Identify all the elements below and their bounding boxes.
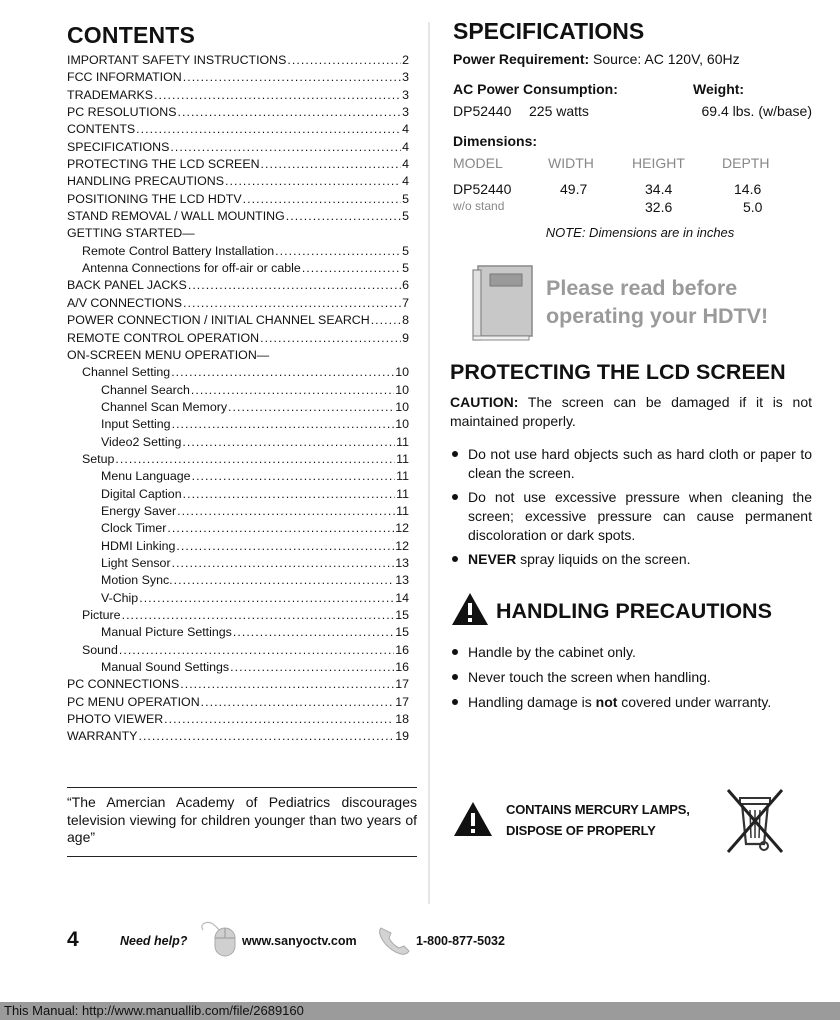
toc-page-number: 10: [395, 399, 409, 414]
toc-entry-title: WARRANTY: [67, 729, 138, 744]
toc-row[interactable]: [67, 382, 409, 399]
note-rest: : Dimensions are in inches: [581, 225, 735, 240]
handling-bullet-1: Handle by the cabinet only.: [450, 643, 812, 662]
weee-bin-icon: [722, 786, 788, 861]
toc-leader-dots: [177, 104, 401, 121]
toc-entry-title: A/V CONNECTIONS: [67, 295, 182, 310]
toc-leader-dots: [167, 520, 394, 537]
toc-page-number: 3: [402, 105, 409, 120]
toc-page-number: 5: [402, 243, 409, 258]
handling-bullets: [450, 643, 812, 712]
toc-entry-title: POWER CONNECTION / INITIAL CHANNEL SEARCH: [67, 313, 370, 328]
toc-page-number: 10: [395, 417, 409, 432]
toc-page-number: 19: [395, 729, 409, 744]
toc-leader-dots: [170, 139, 401, 156]
toc-row[interactable]: [67, 69, 409, 86]
mercury-line-2: DISPOSE OF PROPERLY: [506, 823, 656, 838]
header-model: MODEL: [453, 155, 503, 171]
toc-page-number: 4: [402, 174, 409, 189]
read-before-line-2: operating your HDTV!: [546, 304, 769, 328]
page-footer: [67, 920, 567, 960]
toc-leader-dots: [182, 434, 395, 451]
toc-entry-title: CONTENTS: [67, 122, 136, 137]
toc-leader-dots: [287, 52, 401, 69]
toc-page-number: 6: [402, 278, 409, 293]
dimensions-note: [450, 225, 810, 240]
toc-leader-dots: [172, 555, 395, 572]
toc-row[interactable]: [67, 191, 409, 208]
toc-leader-dots: [188, 277, 401, 294]
toc-entry-title: SPECIFICATIONS: [67, 139, 170, 154]
toc-leader-dots: [176, 538, 394, 555]
toc-leader-dots: [261, 156, 402, 173]
protecting-bullet-1: Do not use hard objects such as hard cloth or paper to clean the screen.: [450, 445, 812, 483]
warning-triangle-icon: [450, 591, 490, 632]
toc-entry-title: Light Sensor: [101, 555, 171, 570]
toc-entry-title: GETTING STARTED—: [67, 226, 195, 241]
toc-leader-dots: [243, 191, 401, 208]
read-before-box: [450, 264, 812, 354]
read-before-text: [546, 274, 768, 330]
toc-leader-dots: [191, 382, 394, 399]
handling-b3-bold: not: [595, 694, 618, 710]
row1-depth: 14.6: [734, 181, 762, 197]
toc-row[interactable]: [67, 676, 409, 693]
pediatrics-quote: “The Amercian Academy of Pediatrics discourages television viewing for children younger than two years of age”: [67, 787, 417, 857]
row2-depth: 5.0: [743, 199, 763, 215]
manual-source-bar: This Manual: http://www.manuallib.com/file/2689160: [0, 1002, 840, 1020]
header-depth: DEPTH: [722, 155, 770, 171]
toc-leader-dots: [201, 694, 395, 711]
toc-entry-title: Setup: [82, 451, 115, 466]
toc-entry-title: Menu Language: [101, 469, 191, 484]
handling-b3-post: covered under warranty.: [617, 694, 772, 710]
dimensions-row-2: [450, 199, 812, 217]
dimensions-header-row: [450, 155, 812, 175]
toc-page-number: 9: [402, 330, 409, 345]
toc-page-number: 12: [395, 538, 409, 553]
never-label: NEVER: [468, 551, 517, 567]
power-requirement-value: Source: AC 120V, 60Hz: [593, 51, 740, 67]
mouse-icon: [199, 920, 239, 963]
caution-paragraph: [450, 393, 812, 431]
never-text: spray liquids on the screen.: [516, 551, 691, 567]
mercury-warning-text: [506, 799, 690, 841]
toc-entry-title: Sound: [82, 642, 118, 657]
toc-page-number: 7: [402, 295, 409, 310]
caution-label: CAUTION:: [450, 394, 519, 410]
toc-leader-dots: [286, 208, 401, 225]
toc-page-number: 5: [402, 209, 409, 224]
toc-entry-title: TRADEMARKS: [67, 87, 154, 102]
toc-page-number: 8: [402, 313, 409, 328]
toc-page-number: 15: [395, 625, 409, 640]
toc-row[interactable]: [67, 624, 409, 641]
toc-row[interactable]: [67, 260, 409, 277]
toc-page-number: 17: [395, 694, 409, 709]
toc-leader-dots: [164, 711, 394, 728]
toc-entry-title: PROTECTING THE LCD SCREEN: [67, 157, 260, 172]
toc-entry-title: PC MENU OPERATION: [67, 694, 200, 709]
toc-entry-title: STAND REMOVAL / WALL MOUNTING: [67, 209, 285, 224]
toc-entry-title: REMOTE CONTROL OPERATION: [67, 330, 260, 345]
contents-title: CONTENTS: [67, 22, 196, 48]
toc-row[interactable]: [67, 243, 409, 260]
toc-entry-title: Channel Search: [101, 382, 190, 397]
toc-page-number: 11: [396, 486, 409, 501]
mercury-warning: [452, 786, 792, 856]
toc-page-number: 4: [402, 157, 409, 172]
toc-entry-title: HANDLING PRECAUTIONS: [67, 174, 224, 189]
consumption-label: AC Power Consumption:: [453, 81, 618, 97]
toc-row[interactable]: [67, 503, 409, 520]
weight-value: 69.4 lbs. (w/base): [701, 103, 812, 119]
toc-row[interactable]: [67, 173, 409, 190]
toc-row[interactable]: [67, 139, 409, 156]
toc-row[interactable]: [67, 52, 409, 69]
protecting-title: PROTECTING THE LCD SCREEN: [450, 360, 786, 384]
consumption-header-row: [450, 81, 812, 101]
toc-page-number: 18: [395, 712, 409, 727]
toc-row[interactable]: [67, 364, 409, 381]
toc-row[interactable]: [67, 538, 409, 555]
toc-page-number: 11: [396, 434, 409, 449]
handling-b3-pre: Handling damage is: [468, 694, 596, 710]
toc-leader-dots: [233, 624, 394, 641]
toc-leader-dots: [183, 486, 396, 503]
toc-row[interactable]: [67, 347, 409, 364]
toc-row[interactable]: [67, 711, 409, 728]
toc-entry-title: POSITIONING THE LCD HDTV: [67, 191, 242, 206]
toc-entry-title: PHOTO VIEWER: [67, 712, 164, 727]
toc-row[interactable]: [67, 642, 409, 659]
book-icon: [470, 264, 536, 347]
weight-label: Weight:: [693, 81, 745, 97]
toc-leader-dots: [139, 590, 394, 607]
toc-entry-title: Energy Saver: [101, 503, 177, 518]
toc-page-number: 13: [395, 573, 409, 588]
page-number: 4: [67, 928, 79, 951]
toc-row[interactable]: [67, 399, 409, 416]
toc-entry-title: Manual Picture Settings: [101, 625, 232, 640]
toc-entry-title: ON-SCREEN MENU OPERATION—: [67, 347, 270, 362]
toc-row[interactable]: [67, 590, 409, 607]
toc-leader-dots: [138, 728, 394, 745]
table-of-contents: [67, 52, 409, 746]
mercury-line-1: CONTAINS MERCURY LAMPS,: [506, 802, 690, 817]
toc-row[interactable]: [67, 87, 409, 104]
handling-title: HANDLING PRECAUTIONS: [496, 599, 772, 623]
toc-leader-dots: [183, 295, 401, 312]
toc-row[interactable]: [67, 225, 409, 242]
toc-row[interactable]: [67, 572, 409, 589]
row1-model: DP52440: [453, 181, 512, 197]
toc-page-number: 15: [395, 608, 409, 622]
toc-row[interactable]: [67, 208, 409, 225]
toc-row[interactable]: [67, 468, 409, 485]
toc-leader-dots: [192, 468, 396, 485]
toc-row[interactable]: [67, 659, 409, 676]
toc-leader-dots: [230, 659, 394, 676]
toc-leader-dots: [275, 243, 401, 260]
toc-page-number: 11: [396, 451, 409, 466]
toc-leader-dots: [174, 572, 395, 589]
toc-page-number: 17: [395, 677, 409, 692]
contents-section: [67, 22, 409, 746]
toc-page-number: 4: [402, 139, 409, 154]
toc-row[interactable]: [67, 555, 409, 572]
toc-leader-dots: [225, 173, 401, 190]
toc-leader-dots: [177, 503, 395, 520]
toc-entry-title: Antenna Connections for off-air or cable: [82, 261, 301, 276]
toc-entry-title: Input Setting: [101, 417, 171, 432]
toc-leader-dots: [260, 330, 401, 347]
specifications-title: SPECIFICATIONS: [453, 18, 645, 44]
dimensions-label: Dimensions:: [453, 133, 538, 149]
toc-page-number: 14: [395, 590, 409, 605]
row1-height: 34.4: [645, 181, 673, 197]
toc-entry-title: Channel Setting: [82, 365, 171, 380]
toc-page-number: 3: [402, 87, 409, 102]
toc-entry-title: Picture: [82, 608, 121, 622]
toc-leader-dots: [172, 416, 395, 433]
toc-row[interactable]: [67, 486, 409, 503]
toc-row[interactable]: [67, 607, 409, 624]
protecting-bullets: [450, 445, 812, 569]
toc-leader-dots: [371, 312, 401, 329]
consumption-model: DP52440: [453, 103, 512, 119]
column-divider: [428, 22, 430, 904]
toc-page-number: 11: [396, 469, 409, 484]
power-requirement-label: Power Requirement:: [453, 51, 590, 67]
header-width: WIDTH: [548, 155, 594, 171]
consumption-value: 225 watts: [529, 103, 589, 119]
right-column: [450, 18, 812, 712]
toc-entry-title: Motion Sync.: [101, 573, 173, 588]
caution-text: The screen can be damaged if it is not maintained properly.: [450, 394, 812, 429]
protecting-bullet-3: [450, 550, 812, 569]
toc-entry-title: FCC INFORMATION: [67, 70, 182, 85]
toc-page-number: 10: [395, 365, 409, 380]
toc-leader-dots: [228, 399, 394, 416]
toc-row[interactable]: [67, 416, 409, 433]
toc-page-number: 16: [395, 660, 409, 675]
toc-leader-dots: [183, 69, 401, 86]
toc-page-number: 2: [402, 53, 409, 67]
toc-row[interactable]: [67, 694, 409, 711]
dimensions-label-row: [450, 133, 812, 153]
toc-row[interactable]: [67, 156, 409, 173]
toc-leader-dots: [171, 364, 394, 381]
toc-entry-title: IMPORTANT SAFETY INSTRUCTIONS: [67, 53, 287, 67]
toc-row[interactable]: [67, 728, 409, 745]
toc-leader-dots: [302, 260, 401, 277]
toc-leader-dots: [122, 607, 395, 624]
warning-triangle-icon: [452, 800, 494, 843]
toc-entry-title: Video2 Setting: [101, 434, 182, 449]
need-help-label: Need help?: [120, 934, 188, 948]
power-requirement: [453, 51, 812, 67]
toc-page-number: 5: [402, 261, 409, 276]
toc-entry-title: HDMI Linking: [101, 538, 176, 553]
toc-leader-dots: [115, 451, 395, 468]
row2-height: 32.6: [645, 199, 673, 215]
toc-leader-dots: [154, 87, 401, 104]
toc-page-number: 3: [402, 70, 409, 85]
support-url[interactable]: www.sanyoctv.com: [242, 934, 357, 948]
row1-width: 49.7: [560, 181, 588, 197]
toc-entry-title: Channel Scan Memory: [101, 399, 228, 414]
toc-page-number: 13: [395, 555, 409, 570]
toc-entry-title: V-Chip: [101, 590, 139, 605]
toc-row[interactable]: [67, 121, 409, 138]
toc-leader-dots: [136, 121, 401, 138]
toc-page-number: 5: [402, 191, 409, 206]
toc-row[interactable]: [67, 277, 409, 294]
toc-entry-title: Digital Caption: [101, 486, 182, 501]
toc-row[interactable]: [67, 330, 409, 347]
toc-page-number: 12: [395, 521, 409, 536]
phone-icon: [377, 924, 413, 961]
read-before-line-1: Please read before: [546, 276, 738, 300]
toc-row[interactable]: [67, 295, 409, 312]
protecting-bullet-2: Do not use excessive pressure when cleaning the screen; excessive pressure can cause permanent discoloration or dark spots.: [450, 488, 812, 545]
handling-bullet-3: [450, 693, 812, 712]
toc-entry-title: Clock Timer: [101, 521, 167, 536]
toc-entry-title: PC CONNECTIONS: [67, 677, 180, 692]
note-prefix: NOTE: [545, 225, 582, 240]
toc-page-number: 10: [395, 382, 409, 397]
toc-page-number: 16: [395, 642, 409, 657]
support-phone: 1-800-877-5032: [416, 934, 505, 948]
toc-row[interactable]: [67, 104, 409, 121]
consumption-value-row: [450, 103, 812, 123]
toc-entry-title: Manual Sound Settings: [101, 660, 230, 675]
toc-leader-dots: [119, 642, 394, 659]
handling-header: [450, 591, 812, 631]
toc-entry-title: BACK PANEL JACKS: [67, 278, 187, 293]
dimensions-row-1: [450, 181, 812, 199]
header-height: HEIGHT: [632, 155, 685, 171]
toc-row[interactable]: [67, 312, 409, 329]
toc-row[interactable]: [67, 520, 409, 537]
handling-bullet-2: Never touch the screen when handling.: [450, 668, 812, 687]
toc-page-number: 4: [402, 122, 409, 137]
toc-row[interactable]: [67, 434, 409, 451]
toc-entry-title: PC RESOLUTIONS: [67, 105, 177, 120]
toc-leader-dots: [180, 676, 394, 693]
toc-entry-title: Remote Control Battery Installation: [82, 243, 275, 258]
row2-model: w/o stand: [453, 199, 505, 213]
toc-row[interactable]: [67, 451, 409, 468]
toc-page-number: 11: [396, 503, 409, 518]
